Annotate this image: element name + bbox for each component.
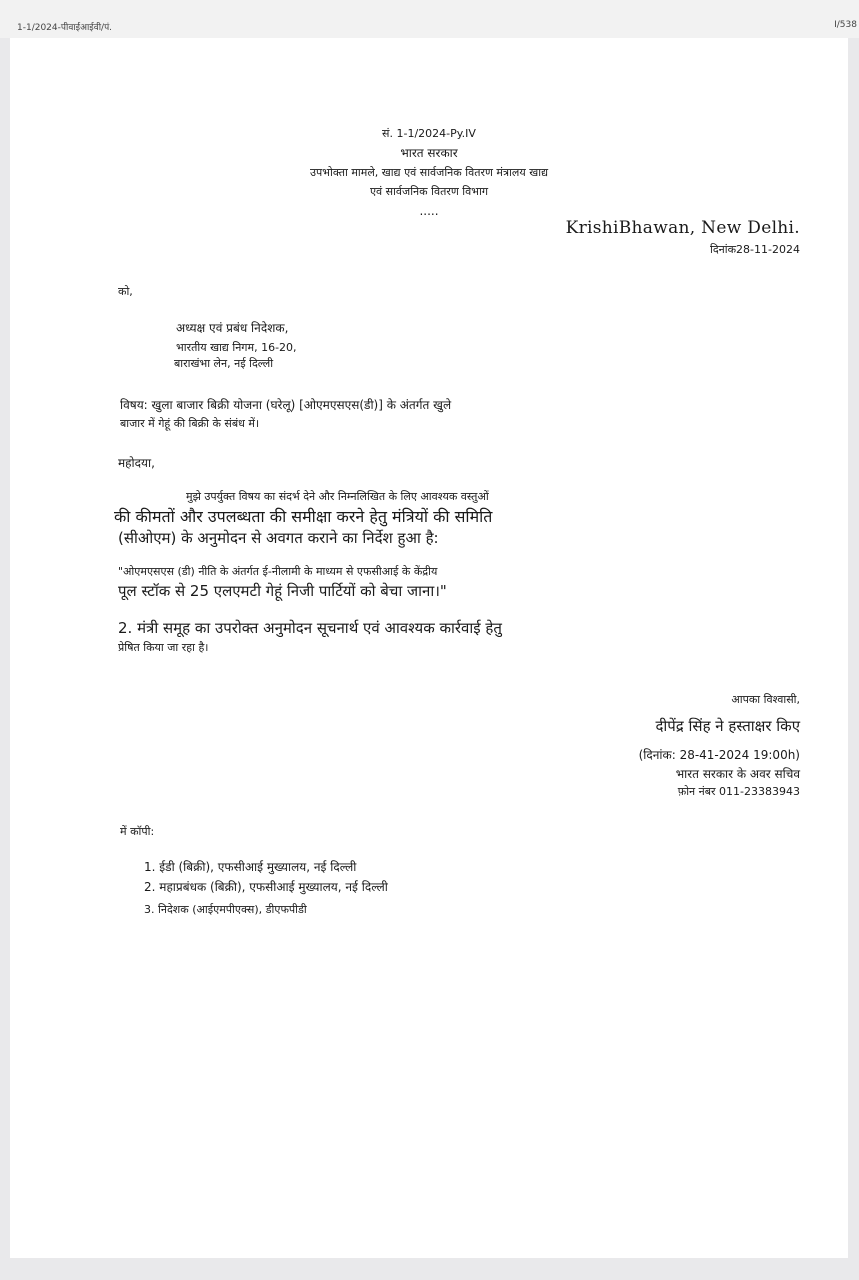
body-p2-line-1: 2. मंत्री समूह का उपरोक्त अनुमोदन सूचनार्थ एवं आवश्यक कार्रवाई हेतु	[118, 619, 502, 637]
letter-date: दिनांक28-11-2024	[709, 243, 800, 256]
subject-line-2: बाजार में गेहूं की बिक्री के संबंध में।	[120, 417, 260, 430]
ministry-line-2: एवं सार्वजनिक वितरण विभाग	[369, 185, 489, 198]
copy-item: 2. महाप्रबंधक (बिक्री), एफसीआई मुख्यालय, नई दिल्ली	[144, 880, 388, 894]
body-p1-line-2: की कीमतों और उपलब्धता की समीक्षा करने हेतु मंत्रियों की समिति	[114, 507, 493, 526]
signature-timestamp: (दिनांक: 28-41-2024 19:00h)	[638, 748, 800, 762]
separator-dots: .....	[419, 204, 439, 218]
letter-page	[10, 38, 848, 1258]
copy-item: 1. ईडी (बिक्री), एफसीआई मुख्यालय, नई दिल्ली	[144, 860, 357, 874]
quote-line-1: "ओएमएसएस (डी) नीति के अंतर्गत ई-नीलामी के माध्यम से एफसीआई के केंद्रीय	[118, 565, 438, 578]
addressee-org: भारतीय खाद्य निगम, 16-20,	[176, 341, 297, 354]
body-p2-line-2: प्रेषित किया जा रहा है।	[118, 641, 209, 654]
designation: भारत सरकार के अवर सचिव	[675, 767, 800, 781]
salutation: महोदया,	[118, 456, 155, 470]
to-label: को,	[118, 285, 133, 298]
top-bar	[0, 0, 859, 38]
letter-number: सं. 1-1/2024-Py.IV	[382, 127, 476, 140]
copy-item: 3. निदेशक (आईएमपीएक्स), डीएफपीडी	[144, 903, 307, 916]
header-ref: 1-1/2024-पीवाईआईवी/पं.	[17, 23, 113, 33]
header-page-number: I/538	[834, 20, 857, 30]
closing: आपका विश्वासी,	[731, 693, 800, 706]
quote-line-2: पूल स्टॉक से 25 एलएमटी गेहूं निजी पार्टियों को बेचा जाना।"	[118, 582, 447, 600]
subject-line-1: विषय: खुला बाजार बिक्री योजना (घरेलू) [ओएमएसएस(डी)] के अंतर्गत खुले	[120, 398, 452, 412]
phone-number: फ़ोन नंबर 011-23383943	[677, 785, 800, 798]
copy-label: में कॉपी:	[120, 825, 155, 838]
signed-by: दीपेंद्र सिंह ने हस्ताक्षर किए	[655, 717, 800, 735]
place: KrishiBhawan, New Delhi.	[565, 218, 800, 238]
addressee: अध्यक्ष एवं प्रबंध निदेशक,	[176, 321, 289, 335]
addressee-address: बाराखंभा लेन, नई दिल्ली	[174, 357, 274, 370]
body-p1-line-1: मुझे उपर्युक्त विषय का संदर्भ देने और निम्नलिखित के लिए आवश्यक वस्तुओं	[186, 490, 489, 503]
body-p1-line-3: (सीओएम) के अनुमोदन से अवगत कराने का निर्देश हुआ है:	[118, 529, 439, 547]
ministry-line-1: उपभोक्ता मामले, खाद्य एवं सार्वजनिक वितरण मंत्रालय खाद्य	[309, 166, 549, 179]
govt-name: भारत सरकार	[400, 146, 458, 160]
